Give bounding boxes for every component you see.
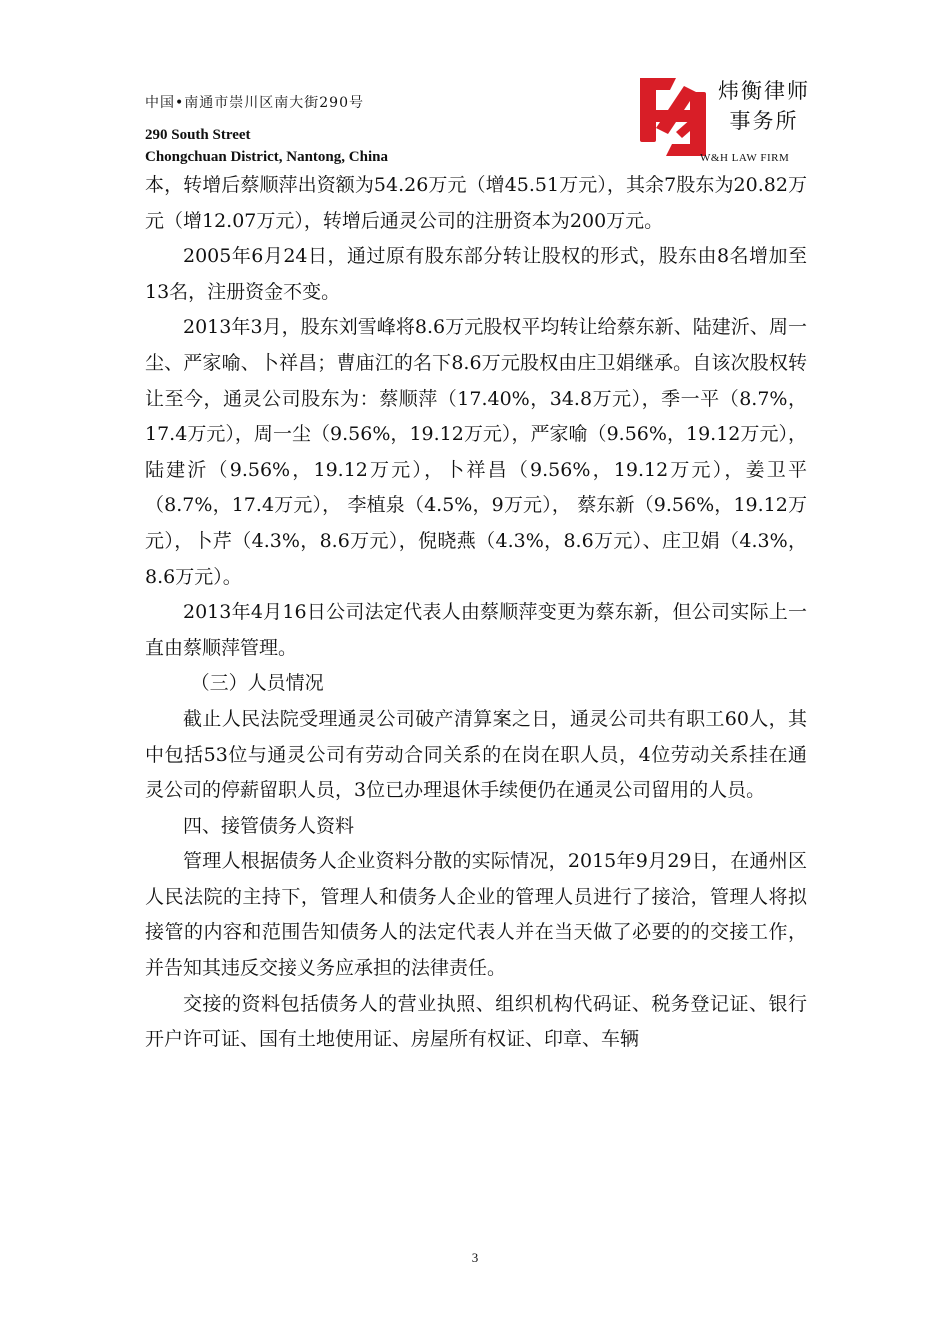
firm-logo-icon	[632, 72, 716, 162]
paragraph-takeover: 管理人根据债务人企业资料分散的实际情况，2015年9月29日，在通州区人民法院的主持下，管理人和债务人企业的管理人员进行了接洽，管理人将拟接管的内容和范围告知债务人的法定代表人并在当天做了必要的的交接工作，并告知其违反交接义务应承担的法律责任。	[145, 850, 807, 980]
firm-name-en: W&H LAW FIRM	[700, 152, 790, 164]
paragraph-personnel: 截止人民法院受理通灵公司破产清算案之日，通灵公司共有职工60人，其中包括53位与通灵公司有劳动合同关系的在岗在职人员，4位劳动关系挂在通灵公司的停薪留职人员，3位已办理退休手续便仍在通灵公司留用的人员。	[145, 707, 807, 802]
address-street: 290 South Street	[145, 127, 251, 143]
heading-personnel: （三）人员情况	[190, 672, 324, 695]
address-district: Chongchuan District, Nantong, China	[145, 149, 388, 165]
firm-logo	[632, 72, 808, 168]
paragraph-capital-increase: 本，转增后蔡顺萍出资额为54.26万元（增45.51万元），其余7股东为20.82万元（增12.07万元），转增后通灵公司的注册资本为200万元。	[145, 174, 807, 232]
firm-name-line1: 炜衡律师	[718, 79, 810, 103]
heading-takeover: 四、接管债务人资料	[183, 814, 355, 837]
page-number: 3	[471, 1250, 479, 1265]
document-body	[145, 168, 807, 1058]
firm-name-line2: 事务所	[729, 109, 799, 133]
firm-name-cn	[718, 76, 810, 136]
header-address-en	[145, 124, 388, 168]
paragraph-handover-materials: 交接的资料包括债务人的营业执照、组织机构代码证、税务登记证、银行开户许可证、国有土地使用证、房屋所有权证、印章、车辆	[145, 992, 807, 1051]
header-address-cn: 中国•南通市崇川区南大街290号	[145, 95, 364, 111]
paragraph-2013-transfer: 2013年3月，股东刘雪峰将8.6万元股权平均转让给蔡东新、陆建沂、周一尘、严家喻、卜祥昌；曹庙江的名下8.6万元股权由庄卫娟继承。自该次股权转让至今，通灵公司股东为：蔡顺萍（17.40%，34.8万元），季一平（8.7%，17.4万元），周一尘（9.56%，19.12万元），严家喻（9.56%，19.12万元）， 陆建沂（9.56%，19.12万元），卜祥昌（9.56%，19.12万元），姜卫平（8.7%，17.4万元）， 李植泉（4.5%，9万元）， 蔡东新（9.56%，19.12万元），卜芹（4.3%，8.6万元），倪晓燕（4.3%，8.6万元）、庄卫娟（4.3%，8.6万元）。	[145, 316, 807, 588]
paragraph-2005-transfer: 2005年6月24日，通过原有股东部分转让股权的形式，股东由8名增加至13名，注册资金不变。	[145, 245, 807, 303]
paragraph-legal-rep-change: 2013年4月16日公司法定代表人由蔡顺萍变更为蔡东新，但公司实际上一直由蔡顺萍管理。	[145, 601, 807, 659]
